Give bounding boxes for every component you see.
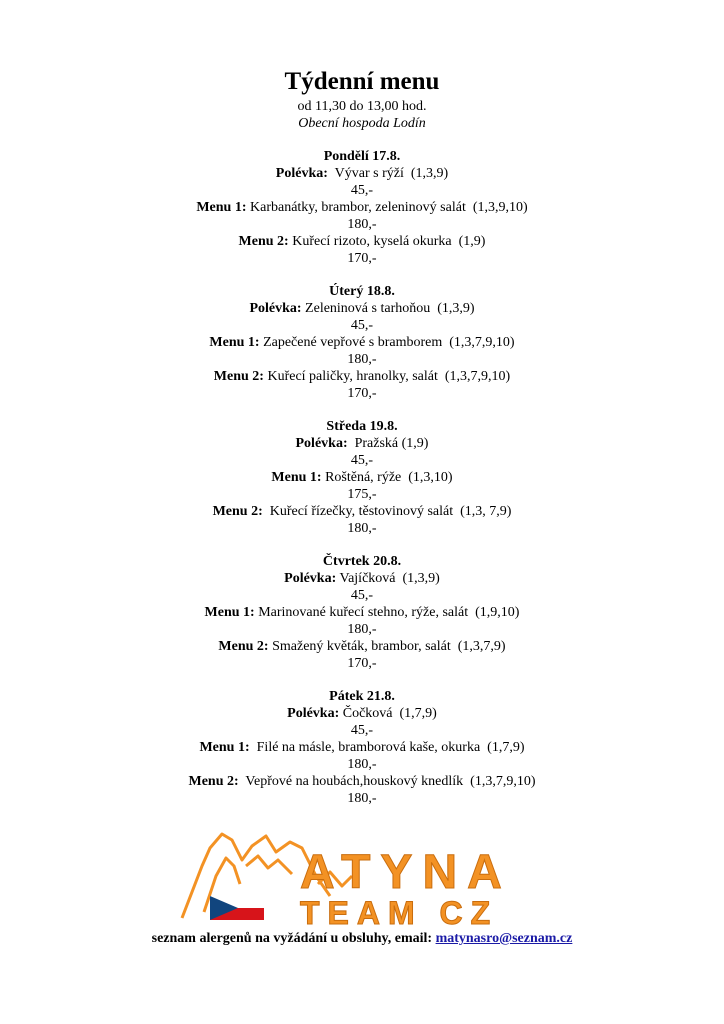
day-thursday bbox=[0, 553, 724, 672]
menu1-price: 180,- bbox=[347, 622, 377, 637]
day-monday bbox=[0, 148, 724, 267]
day-heading: Čtvrtek 20.8. bbox=[322, 554, 402, 569]
menu1-name: Zapečené vepřové s bramborem (1,3,7,9,10) bbox=[259, 335, 515, 350]
menu2-label: Menu 2: bbox=[188, 774, 239, 789]
soup-label: Polévka: bbox=[295, 436, 348, 451]
matyna-team-logo bbox=[180, 826, 580, 932]
email-link[interactable]: matynasro@seznam.cz bbox=[435, 931, 573, 946]
menu1-price: 180,- bbox=[347, 352, 377, 367]
soup-price: 45,- bbox=[350, 183, 374, 198]
menu2-line bbox=[0, 503, 724, 520]
logo-line2: TEAM CZ bbox=[300, 895, 499, 931]
menu2-name: Vepřové na houbách,houskový knedlík (1,3,7,9,10) bbox=[238, 774, 536, 789]
menu2-line bbox=[0, 233, 724, 250]
soup-name: Vajíčková (1,3,9) bbox=[336, 571, 440, 586]
soup-line bbox=[0, 705, 724, 722]
menu1-price: 180,- bbox=[347, 757, 377, 772]
day-heading: Středa 19.8. bbox=[326, 419, 398, 434]
menu2-label: Menu 2: bbox=[212, 504, 263, 519]
menu2-line bbox=[0, 638, 724, 655]
allergen-footer bbox=[0, 930, 724, 947]
soup-price: 45,- bbox=[350, 588, 374, 603]
menu2-name: Smažený květák, brambor, salát (1,3,7,9) bbox=[268, 639, 506, 654]
day-heading: Úterý 18.8. bbox=[329, 284, 395, 299]
menu2-label: Menu 2: bbox=[238, 234, 289, 249]
soup-price: 45,- bbox=[350, 723, 374, 738]
soup-name: Čočková (1,7,9) bbox=[339, 706, 437, 721]
weekly-menu bbox=[0, 148, 724, 823]
page-title: Týdenní menu bbox=[284, 68, 440, 95]
menu2-price: 170,- bbox=[347, 386, 377, 401]
soup-line bbox=[0, 570, 724, 587]
menu2-price: 170,- bbox=[347, 656, 377, 671]
soup-line bbox=[0, 300, 724, 317]
logo-line1: ATYNA bbox=[300, 846, 512, 899]
soup-label: Polévka: bbox=[275, 166, 328, 181]
soup-name: Vývar s rýží (1,3,9) bbox=[327, 166, 449, 181]
soup-name: Zeleninová s tarhoňou (1,3,9) bbox=[301, 301, 475, 316]
menu2-line bbox=[0, 773, 724, 790]
menu2-line bbox=[0, 368, 724, 385]
venue-name: Obecní hospoda Lodín bbox=[298, 116, 426, 131]
menu1-price: 175,- bbox=[347, 487, 377, 502]
menu2-name: Kuřecí paličky, hranolky, salát (1,3,7,9,10) bbox=[263, 369, 511, 384]
menu1-name: Marinované kuřecí stehno, rýže, salát (1,9,10) bbox=[254, 605, 520, 620]
menu2-price: 170,- bbox=[347, 251, 377, 266]
menu1-label: Menu 1: bbox=[209, 335, 260, 350]
menu1-label: Menu 1: bbox=[199, 740, 250, 755]
soup-label: Polévka: bbox=[284, 571, 337, 586]
menu1-label: Menu 1: bbox=[271, 470, 322, 485]
menu1-line bbox=[0, 469, 724, 486]
soup-name: Pražská (1,9) bbox=[347, 436, 429, 451]
menu1-label: Menu 1: bbox=[204, 605, 255, 620]
menu2-label: Menu 2: bbox=[218, 639, 269, 654]
czech-flag-icon bbox=[210, 896, 264, 920]
opening-hours: od 11,30 do 13,00 hod. bbox=[297, 99, 427, 114]
soup-label: Polévka: bbox=[249, 301, 302, 316]
day-heading: Pondělí 17.8. bbox=[323, 149, 401, 164]
soup-price: 45,- bbox=[350, 453, 374, 468]
menu1-line bbox=[0, 739, 724, 756]
soup-label: Polévka: bbox=[287, 706, 340, 721]
soup-line bbox=[0, 165, 724, 182]
menu2-price: 180,- bbox=[347, 521, 377, 536]
menu2-label: Menu 2: bbox=[213, 369, 264, 384]
menu1-line bbox=[0, 604, 724, 621]
soup-line bbox=[0, 435, 724, 452]
day-tuesday bbox=[0, 283, 724, 402]
menu1-line bbox=[0, 199, 724, 216]
soup-price: 45,- bbox=[350, 318, 374, 333]
menu1-name: Roštěná, rýže (1,3,10) bbox=[321, 470, 453, 485]
menu2-price: 180,- bbox=[347, 791, 377, 806]
day-wednesday bbox=[0, 418, 724, 537]
allergen-note: seznam alergenů na vyžádání u obsluhy, email: bbox=[151, 931, 436, 946]
menu1-price: 180,- bbox=[347, 217, 377, 232]
day-heading: Pátek 21.8. bbox=[329, 689, 395, 704]
menu1-name: Filé na másle, bramborová kaše, okurka (1,7,9) bbox=[249, 740, 525, 755]
menu1-name: Karbanátky, brambor, zeleninový salát (1,3,9,10) bbox=[246, 200, 528, 215]
menu1-line bbox=[0, 334, 724, 351]
menu2-name: Kuřecí řízečky, těstovinový salát (1,3, 7,9) bbox=[262, 504, 512, 519]
menu1-label: Menu 1: bbox=[196, 200, 247, 215]
day-friday bbox=[0, 688, 724, 807]
menu2-name: Kuřecí rizoto, kyselá okurka (1,9) bbox=[288, 234, 486, 249]
